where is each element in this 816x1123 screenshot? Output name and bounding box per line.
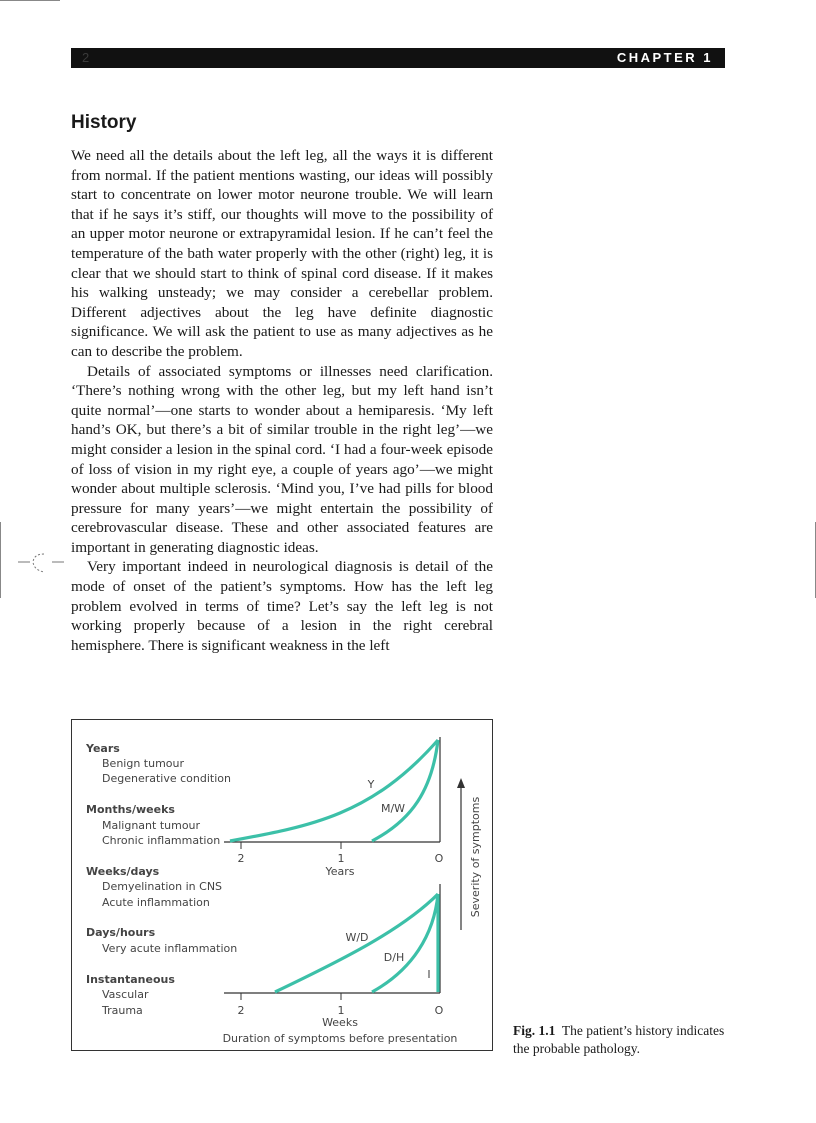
legend-item-acute-inflammation: Acute inflammation: [102, 896, 210, 909]
legend-item-degenerative: Degenerative condition: [102, 772, 231, 785]
paragraph-1: We need all the details about the left leg, all the ways it is different from normal. If the patient mentions wasting, our ideas will possibly start to concentrate on lower motor neurone trouble. We will learn that if he says it’s stiff, our thoughts will move to the possibility of an upper motor neurone or extrapyramidal lesion. If he can’t feel the temperature of the bath water properly with the other (right) leg, it is clear that we should start to think of spinal cord disease. If it makes his walking unsteady; we may consider a cerebellar problem. Different adjectives about the leg have definite diagnostic significance. We will ask the patient to use as many adjectives as he can to describe the problem.: [71, 147, 493, 360]
figure-1-1: [71, 719, 493, 1051]
top-axis-unit: Years: [325, 865, 355, 878]
curve-label-dh: D/H: [383, 951, 405, 964]
figure-diagram: [72, 720, 494, 1052]
body-text: [71, 146, 493, 655]
caption-label: Fig. 1.1: [513, 1023, 556, 1038]
bottom-tick-label-2: 2: [237, 1004, 245, 1017]
crop-mark-top: [0, 0, 60, 1]
chapter-label: CHAPTER 1: [616, 50, 713, 65]
legend-item-demyelination: Demyelination in CNS: [102, 880, 223, 893]
top-tick-label-0: O: [434, 852, 444, 865]
legend-heading-weeks-days: Weeks/days: [86, 865, 160, 878]
y-axis-label: Severity of symptoms: [469, 796, 482, 918]
section-title: History: [71, 112, 137, 133]
legend-heading-years: Years: [86, 742, 120, 755]
running-header: [71, 48, 725, 68]
curve-label-i: I: [427, 968, 431, 981]
severity-arrow-icon: [457, 778, 465, 788]
registration-mark-icon: [18, 550, 64, 580]
legend-item-trauma: Trauma: [102, 1004, 143, 1017]
paragraph-2: Details of associated symptoms or illnesses need clarification. ‘There’s nothing wrong with the other leg, but my left hand isn’t quite normal’—one starts to wonder about a hemiparesis. ‘My left hand’s OK, but there’s a bit of similar trouble in the right leg’—we might consider a lesion in the spinal cord. ‘I had a four-week episode of loss of vision in my right eye, a couple of years ago’—we might wonder about multiple sclerosis. ‘Mind you, I’ve had pills for blood pressure for many years’—we might entertain the possibility of cerebrovascular disease. These and other associated features are important in generating diagnostic ideas.: [71, 362, 493, 556]
legend-item-chronic-inflammation: Chronic inflammation: [102, 834, 221, 847]
bottom-tick-label-0: O: [434, 1004, 444, 1017]
paragraph-3: Very important indeed in neurological diagnosis is detail of the mode of onset of the patient’s symptoms. How has the left leg problem evolved in terms of time? Let’s say the left leg is not working properly because of a lesion in the right cerebral hemisphere. There is significant weakness in the left: [71, 558, 493, 654]
legend-heading-instantaneous: Instantaneous: [86, 973, 175, 986]
page-number: 2: [82, 50, 90, 65]
caption-text: The patient’s history indicates the probable pathology.: [513, 1023, 725, 1056]
figure-caption: [513, 1022, 728, 1057]
legend-heading-months-weeks: Months/weeks: [86, 803, 175, 816]
legend-item-benign-tumour: Benign tumour: [102, 757, 185, 770]
legend-item-vascular: Vascular: [102, 988, 149, 1001]
curve-label-mw: M/W: [380, 802, 406, 815]
top-tick-label-1: 1: [337, 852, 345, 865]
bottom-axis-unit: Weeks: [322, 1016, 358, 1029]
legend-heading-days-hours: Days/hours: [86, 926, 156, 939]
legend-item-very-acute-inflammation: Very acute inflammation: [102, 942, 238, 955]
curve-label-wd: W/D: [345, 931, 369, 944]
bottom-tick-label-1: 1: [337, 1004, 345, 1017]
curve-years: [230, 740, 438, 841]
top-tick-label-2: 2: [237, 852, 245, 865]
x-axis-caption: Duration of symptoms before presentation: [222, 1032, 458, 1045]
curve-label-y: Y: [367, 778, 375, 791]
legend-item-malignant-tumour: Malignant tumour: [102, 819, 201, 832]
margin-line-left: [0, 522, 1, 598]
